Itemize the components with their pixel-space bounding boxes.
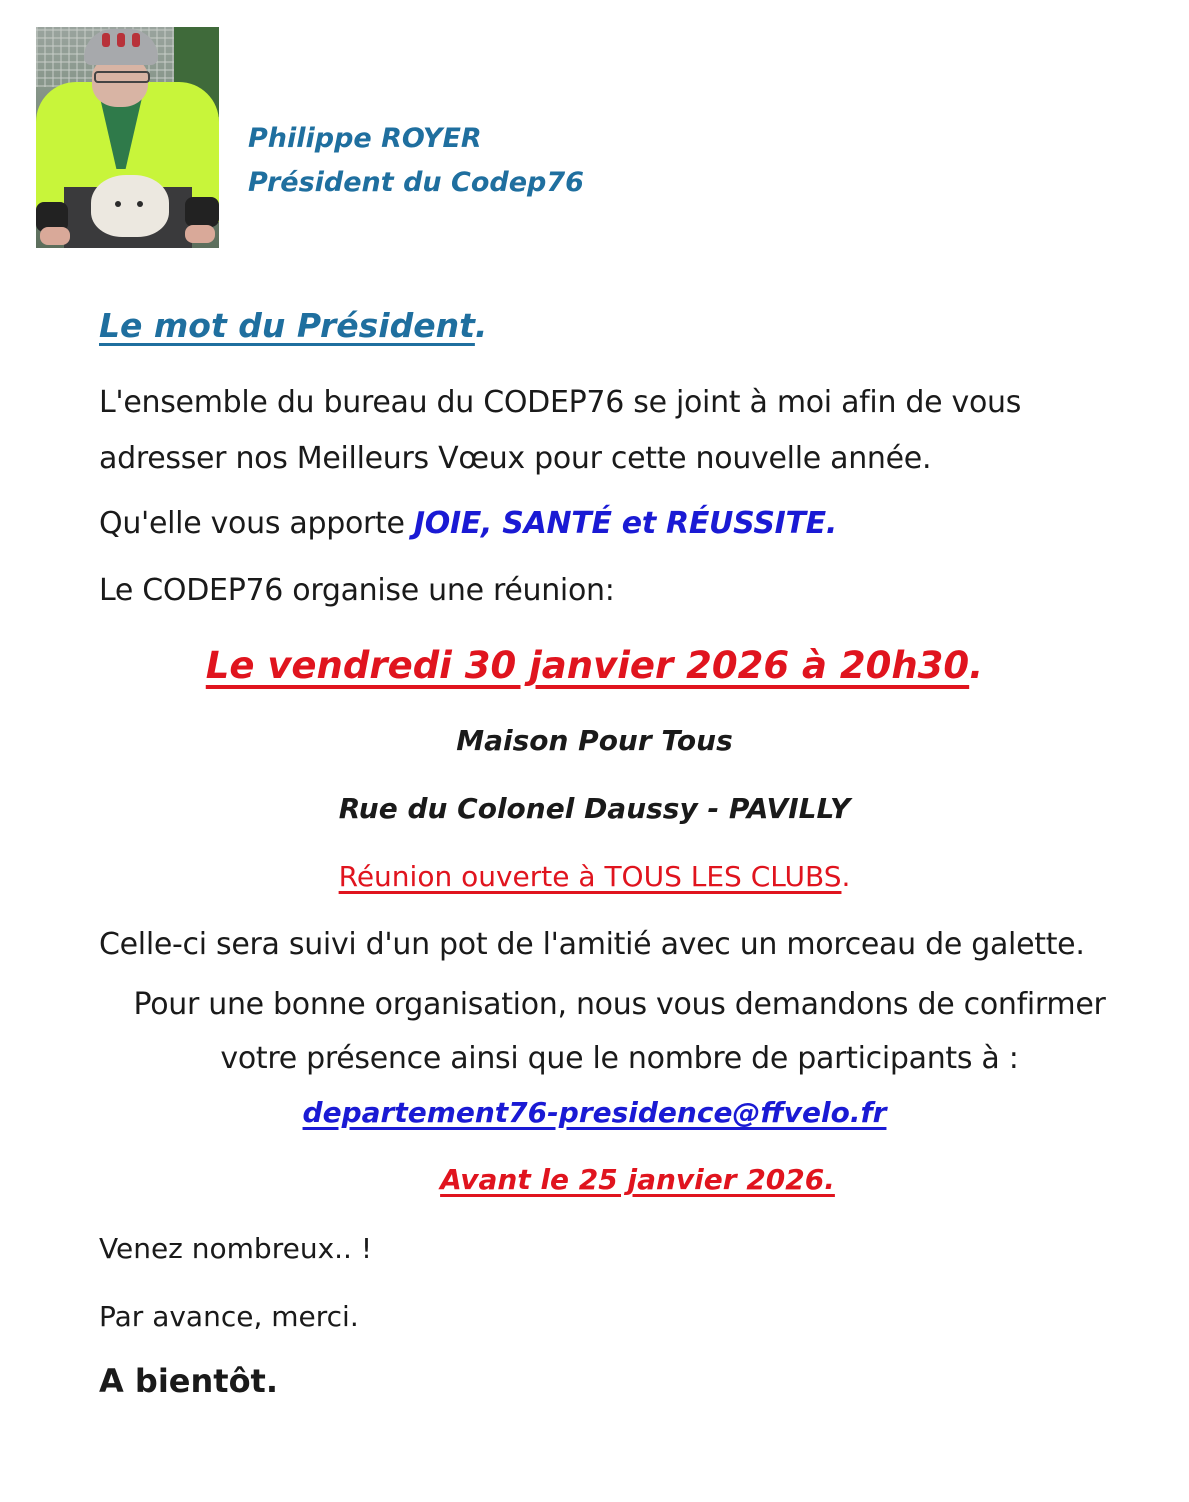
event-date-text: Le vendredi 30 janvier 2026 à 20h30 (205, 644, 970, 687)
open-to-all-notice (0, 860, 1189, 893)
closing-line-2: Par avance, merci. (99, 1300, 359, 1333)
president-role: Président du Codep76 (248, 167, 584, 198)
greeting-line-2: adresser nos Meilleurs Vœux pour cette nouvelle année. (99, 441, 932, 476)
wishes-prefix: Qu'elle vous apporte (99, 506, 414, 541)
event-date-period: . (969, 644, 984, 687)
open-to-all-period: . (841, 860, 851, 893)
wishes-line (99, 506, 837, 541)
confirm-line-2: votre présence ainsi que le nombre de participants à : (220, 1041, 1019, 1076)
president-photo (36, 27, 219, 248)
event-date (0, 644, 1189, 687)
president-name: Philippe ROYER (248, 123, 482, 154)
page-title-text: Le mot du Président (99, 306, 475, 345)
email-link[interactable]: departement76-presidence@ffvelo.fr (302, 1096, 887, 1129)
open-to-all-text: Réunion ouverte à TOUS LES CLUBS (338, 860, 842, 893)
closing-line-1: Venez nombreux.. ! (99, 1232, 373, 1265)
venue-name: Maison Pour Tous (456, 724, 733, 757)
email-container (0, 1096, 1189, 1129)
rsvp-deadline-text: Avant le 25 janvier 2026. (440, 1163, 835, 1196)
rsvp-deadline (0, 1163, 1189, 1196)
venue-address: Rue du Colonel Daussy - PAVILLY (338, 792, 851, 825)
closing-signoff: A bientôt. (99, 1362, 278, 1400)
greeting-line-1: L'ensemble du bureau du CODEP76 se joint à moi afin de vous (99, 385, 1022, 420)
meeting-intro: Le CODEP76 organise une réunion: (99, 573, 615, 608)
followup-text: Celle-ci sera suivi d'un pot de l'amitié avec un morceau de galette. (99, 927, 1085, 962)
wishes-emphasis: JOIE, SANTÉ et RÉUSSITE. (413, 506, 837, 541)
confirm-line-1: Pour une bonne organisation, nous vous demandons de confirmer (133, 987, 1106, 1022)
page-title-period: . (474, 306, 488, 345)
page-title (99, 306, 487, 345)
